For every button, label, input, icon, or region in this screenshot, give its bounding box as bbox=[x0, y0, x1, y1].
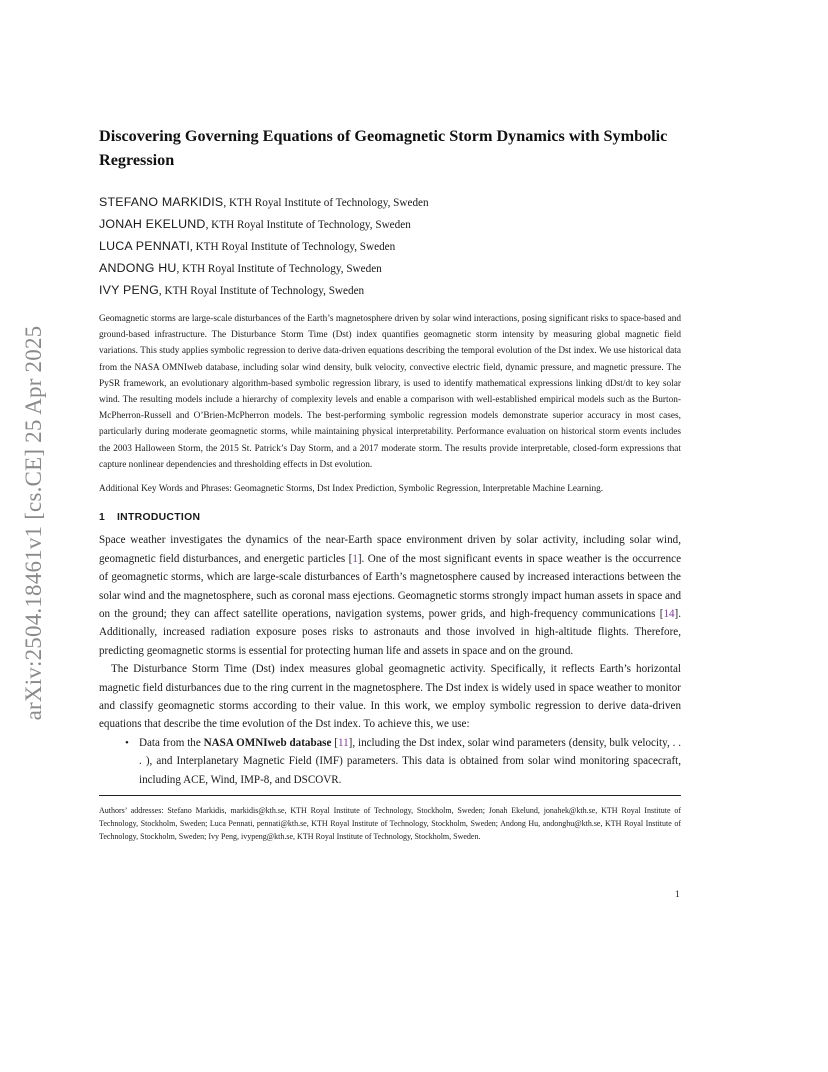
author-name: LUCA PENNATI bbox=[99, 239, 190, 253]
paper-page bbox=[99, 124, 681, 851]
author-affiliation: , KTH Royal Institute of Technology, Sweden bbox=[190, 241, 396, 253]
text-run: ]. Additionally, increased radiation exposure poses risks to astronauts and those involved in high-altitude flights. Therefore, predicting geomagnetic storms is essential for protecting human life and assets in space and on the ground. bbox=[99, 607, 681, 657]
author-name: JONAH EKELUND bbox=[99, 217, 206, 231]
section-title: INTRODUCTION bbox=[117, 512, 201, 524]
author-addresses-footnote: Authors’ addresses: Stefano Markidis, markidis@kth.se, KTH Royal Institute of Technology, Stockholm, Sweden; Jonah Ekelund, jonahek@kth.se, KTH Royal Institute of Technology, Stockholm, Sweden; Luca Pennati, pennati@kth.se, KTH Royal Institute of Technology, Stockholm, Sweden; Andong Hu, andonghu@kth.se, KTH Royal Institute of Technology, Stockholm, Sweden; Ivy Peng, ivypeng@kth.se, KTH Royal Institute of Technology, Stockholm, Sweden. bbox=[99, 806, 681, 842]
author-name: ANDONG HU bbox=[99, 261, 177, 275]
author-line bbox=[99, 235, 681, 257]
author-affiliation: , KTH Royal Institute of Technology, Sweden bbox=[205, 219, 411, 231]
citation-link[interactable]: 11 bbox=[337, 736, 349, 749]
section-number: 1 bbox=[99, 512, 106, 524]
text-run: Space weather investigates the dynamics of the near-Earth space environment driven by solar activity, including solar wind, geomagnetic field disturbances, and energetic particles [ bbox=[99, 534, 681, 565]
text-run: [ bbox=[331, 736, 338, 749]
author-line bbox=[99, 191, 681, 213]
author-line bbox=[99, 279, 681, 301]
citation-link[interactable]: 14 bbox=[663, 607, 675, 620]
author-name: IVY PENG bbox=[99, 283, 159, 297]
keywords: Additional Key Words and Phrases: Geomagnetic Storms, Dst Index Prediction, Symbolic Regression, Interpretable Machine Learning. bbox=[99, 484, 604, 495]
paper-title: Discovering Governing Equations of Geomagnetic Storm Dynamics with Symbolic Regression bbox=[99, 127, 668, 169]
arxiv-stamp: arXiv:2504.18461v1 [cs.CE] 25 Apr 2025 bbox=[21, 325, 46, 721]
author-name: STEFANO MARKIDIS bbox=[99, 195, 224, 209]
section-heading bbox=[99, 510, 681, 526]
author-line bbox=[99, 257, 681, 279]
author-affiliation: , KTH Royal Institute of Technology, Sweden bbox=[176, 263, 382, 275]
bold-term: NASA OMNIweb database bbox=[203, 736, 332, 749]
author-affiliation: , KTH Royal Institute of Technology, Sweden bbox=[158, 285, 365, 297]
text-run: ]. One of the most significant events in space weather is the occurrence of geomagnetic storms, which are large-scale disturbances of Earth’s magnetosphere caused by increased interactions between the solar wind and the magnetosphere, such as coronal mass ejections. Geomagnetic storms strongly impact human assets in space and on the ground; they can affect satellite operations, navigation systems, power grids, and high-frequency communications [ bbox=[99, 552, 681, 620]
list-item bbox=[125, 734, 681, 789]
author-affiliation: , KTH Royal Institute of Technology, Sweden bbox=[223, 197, 429, 209]
page-number: 1 bbox=[675, 890, 680, 900]
author-list bbox=[99, 191, 681, 301]
author-line bbox=[99, 213, 681, 235]
text-run: ], including the Dst index, solar wind parameters (density, bulk velocity, . . . ), and Interplanetary Magnetic Field (IMF) parameters. This data is obtained from solar wind monitoring spacecraft, including ACE, Wind, IMP-8, and DSCOVR. bbox=[139, 736, 681, 786]
intro-paragraph-2: The Disturbance Storm Time (Dst) index measures global geomagnetic activity. Specifically, it reflects Earth’s horizontal magnetic field disturbances due to the ring current in the magnetosphere. The Dst index is widely used in space weather to monitor and classify geomagnetic storms according to their value. In this work, we employ symbolic regression to derive data-driven equations that describe the time evolution of the Dst index. To achieve this, we use: bbox=[99, 663, 681, 731]
data-source-list bbox=[99, 734, 681, 789]
abstract: Geomagnetic storms are large-scale disturbances of the Earth’s magnetosphere driven by solar wind interactions, posing significant risks to space-based and ground-based infrastructure. The Disturbance Storm Time (Dst) index quantifies geomagnetic storm intensity by measuring global magnetic field variations. This study applies symbolic regression to derive data-driven equations describing the temporal evolution of the Dst index. We use historical data from the NASA OMNIweb database, including solar wind density, bulk velocity, convective electric field, dynamic pressure, and magnetic pressure. The PySR framework, an evolutionary algorithm-based symbolic regression library, is used to identify mathematical expressions linking dDst/dt to key solar wind. The resulting models include a hierarchy of complexity levels and enable a comparison with well-established empirical models such as the Burton-McPherron-Russell and O’Brien-McPherron models. The best-performing symbolic regression models demonstrate superior accuracy in most cases, particularly during moderate geomagnetic storms, while maintaining physical interpretability. Performance evaluation on historical storm events includes the 2003 Halloween Storm, the 2015 St. Patrick’s Day Storm, and a 2017 moderate storm. The results provide interpretable, closed-form expressions that capture nonlinear dependencies and thresholding effects in Dst evolution. bbox=[99, 314, 681, 470]
intro-paragraph-1 bbox=[99, 531, 681, 660]
bullet-icon: • bbox=[125, 736, 129, 749]
text-run: Data from the bbox=[139, 736, 204, 749]
footnote-divider bbox=[99, 795, 681, 796]
citation-link[interactable]: 1 bbox=[352, 552, 358, 565]
